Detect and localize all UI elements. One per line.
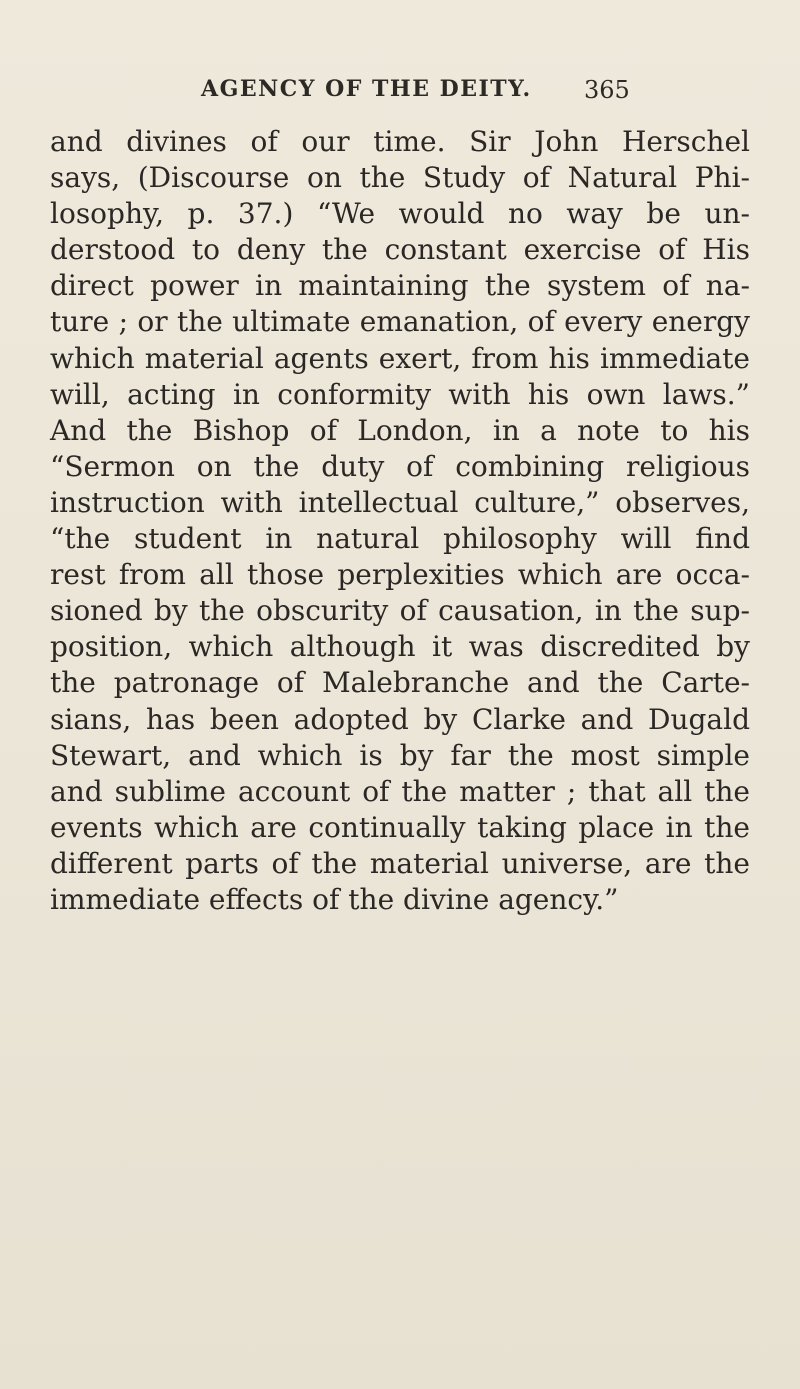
running-header [0, 76, 800, 116]
text-line: immediate effects of the divine agency.” [50, 882, 619, 916]
text-line: and sublime account of the matter ; that all the [50, 774, 750, 808]
text-line: says, (Discourse on the Study of Natural Phi- [50, 161, 750, 195]
text-line: which material agents exert, from his immediate [50, 341, 750, 375]
text-line: rest from all those perplexities which are occa- [50, 558, 750, 592]
text-line: direct power in maintaining the system of na- [50, 269, 750, 303]
text-line: derstood to deny the constant exercise of His [50, 233, 750, 267]
text-line: losophy, p. 37.) “We would no way be un- [50, 197, 750, 231]
text-line: “Sermon on the duty of combining religious [50, 449, 750, 483]
text-line: sioned by the obscurity of causation, in the sup- [50, 594, 750, 628]
text-line: and divines of our time. Sir John Herschel [50, 125, 750, 158]
text-line: different parts of the material universe, are the [50, 846, 750, 880]
text-line: And the Bishop of London, in a note to his [50, 413, 750, 447]
text-line: “the student in natural philosophy will find [50, 522, 750, 556]
text-line: instruction with intellectual culture,” observes, [50, 485, 750, 519]
text-line: the patronage of Malebranche and the Carte- [50, 666, 750, 700]
text-line: will, acting in conformity with his own laws.” [50, 377, 750, 411]
text-line: ture ; or the ultimate emanation, of every energy [50, 305, 750, 339]
text-line: sians, has been adopted by Clarke and Dugald [50, 702, 750, 736]
page-number: 365 [584, 76, 630, 104]
body-text [50, 124, 750, 918]
text-line: events which are continually taking place in the [50, 810, 750, 844]
running-title: AGENCY OF THE DEITY. [201, 76, 532, 102]
text-line: position, which although it was discredited by [50, 630, 750, 664]
text-line: Stewart, and which is by far the most simple [50, 738, 750, 772]
